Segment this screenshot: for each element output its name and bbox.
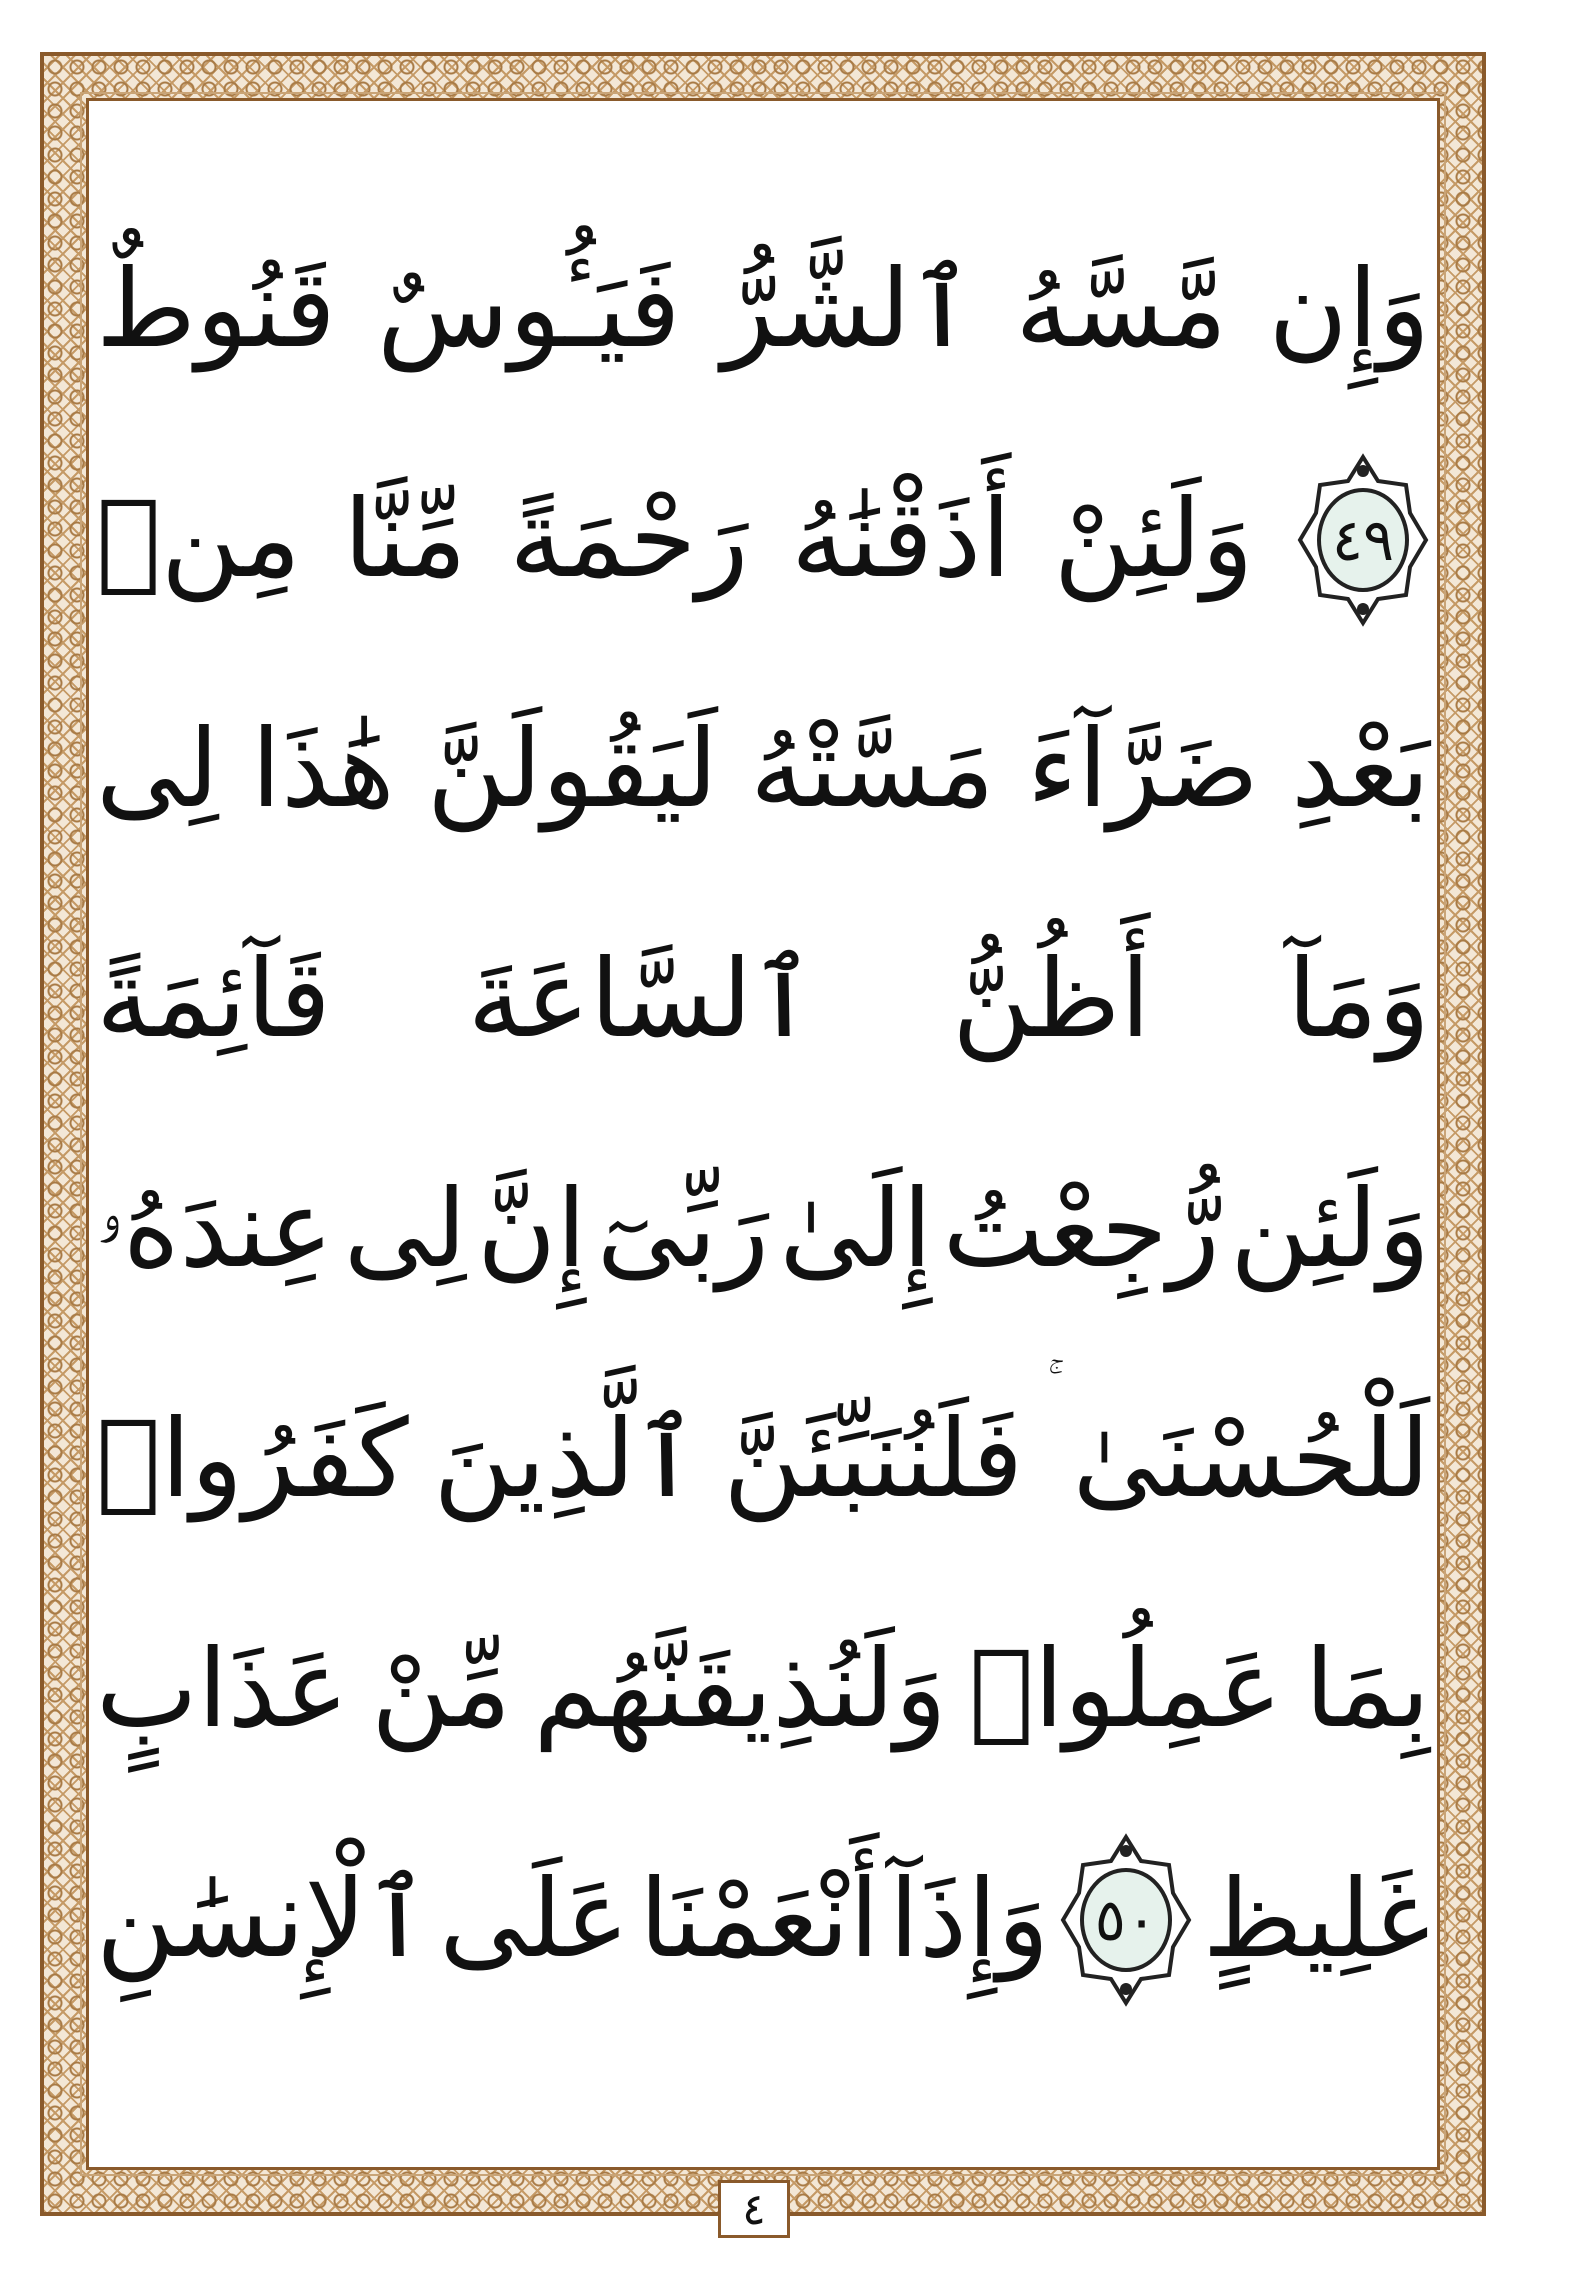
text-line-5 — [96, 1130, 1430, 1330]
word: مِّنْ — [371, 1626, 512, 1752]
word: رُّجِعْتُ — [942, 1166, 1220, 1292]
word: فَيَـُٔوسٌ — [377, 246, 681, 372]
text-line-2 — [96, 440, 1430, 640]
text-line-6 — [96, 1360, 1430, 1560]
word: بِمَا — [1304, 1626, 1430, 1752]
ayah-number: ٤٩ — [1331, 506, 1395, 574]
text-line-1 — [96, 210, 1430, 410]
word: عَلَى — [439, 1856, 630, 1982]
word: إِلَىٰ — [779, 1166, 933, 1292]
word: وَلَنُذِيقَنَّهُم — [533, 1626, 947, 1752]
word: لَيَقُولَنَّ — [426, 706, 718, 832]
word: مَّسَّهُ — [1015, 246, 1228, 372]
word: عَذَابٍ — [96, 1626, 349, 1752]
word: ٱلسَّاعَةَ — [467, 936, 816, 1062]
word: وَلَئِن — [1230, 1166, 1430, 1292]
word: مَسَّتْهُ — [750, 706, 995, 832]
word: لِى — [343, 1166, 467, 1292]
word: عِندَهُۥ — [96, 1166, 334, 1292]
word: ضَرَّآءَ — [1026, 706, 1259, 832]
word: غَلِيظٍ — [1202, 1856, 1430, 1982]
word: رَحْمَةً — [509, 476, 749, 602]
word: مِّنَّا — [343, 476, 467, 602]
word: لِى — [96, 706, 219, 832]
text-line-7 — [96, 1590, 1430, 1790]
word: إِنَّ — [477, 1166, 587, 1292]
ayah-marker-50 — [1059, 1831, 1193, 2009]
word: عَمِلُوا۟ — [969, 1626, 1283, 1752]
word: ٱلشَّرُّ — [721, 246, 974, 372]
word: وَإِذَآ — [888, 1856, 1050, 1982]
word: وَإِن — [1268, 246, 1430, 372]
ayah-number: ٥٠ — [1094, 1886, 1158, 1954]
word: قَآئِمَةً — [96, 936, 331, 1062]
text-line-8 — [96, 1820, 1430, 2020]
word: ٱلَّذِينَ — [433, 1396, 699, 1522]
word: هَٰذَا — [251, 706, 395, 832]
page-number: ٤ — [718, 2180, 790, 2238]
text-line-4 — [96, 900, 1430, 1100]
word: كَفَرُوا۟ — [96, 1396, 409, 1522]
word: لَلْحُسْنَىٰ — [1072, 1396, 1430, 1522]
word: ٱلْإِنسَٰنِ — [96, 1856, 430, 1982]
word: أَنْعَمْنَا — [639, 1856, 880, 1982]
word: وَمَآ — [1287, 936, 1430, 1062]
word: رَبِّىٓ — [596, 1166, 769, 1292]
word: أَظُنُّ — [952, 936, 1151, 1062]
word: قَنُوطٌ — [96, 246, 336, 372]
word: وَلَئِنْ — [1053, 476, 1254, 602]
word: مِنۢ — [96, 476, 301, 602]
word: أَذَقْنَٰهُ — [790, 476, 1012, 602]
word: بَعْدِ — [1291, 706, 1430, 832]
word: فَلَنُنَبِّئَنَّ — [723, 1396, 1024, 1522]
text-line-3 — [96, 670, 1430, 870]
ayah-marker-49 — [1296, 451, 1430, 629]
